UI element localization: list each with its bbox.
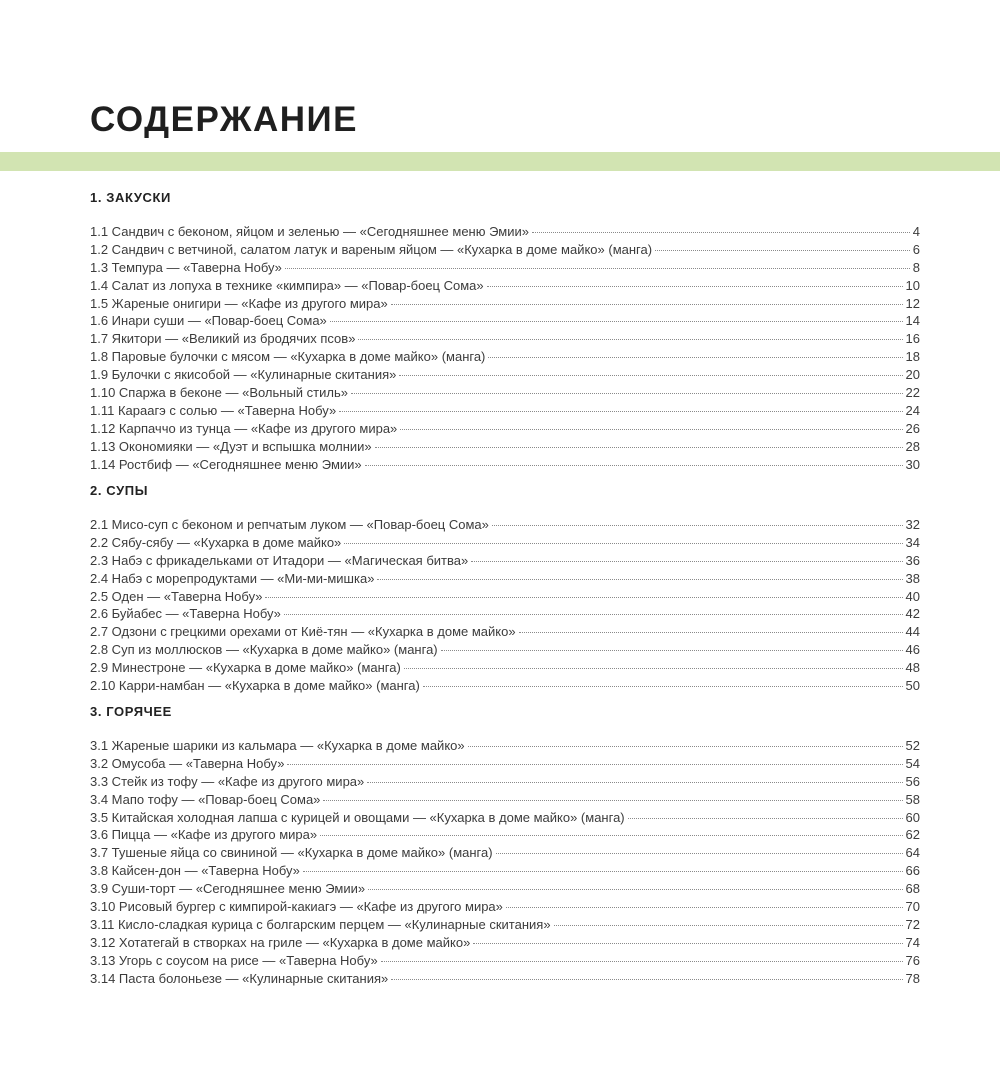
dot-leader xyxy=(358,339,902,340)
entry-title: 1.14 Ростбиф — «Сегодняшнее меню Эмии» xyxy=(90,456,362,472)
page-number: 52 xyxy=(905,738,920,753)
entry-title: 3.13 Угорь с соусом на рисе — «Таверна Нобу» xyxy=(90,952,378,968)
toc-entry xyxy=(90,534,920,552)
entry-title: 2.6 Буйабес — «Таверна Нобу» xyxy=(90,606,281,622)
page-number: 12 xyxy=(905,295,920,311)
page-number: 60 xyxy=(905,809,920,825)
dot-leader xyxy=(391,304,903,305)
dot-leader xyxy=(441,650,903,651)
page-number: 40 xyxy=(905,588,920,604)
entry-title: 2.8 Суп из моллюсков — «Кухарка в доме майко» (манга) xyxy=(90,642,438,658)
toc-entry xyxy=(90,330,920,348)
page-number: 10 xyxy=(905,277,920,293)
page-number: 66 xyxy=(905,863,920,879)
page-number: 20 xyxy=(905,367,920,383)
dot-leader xyxy=(468,746,903,747)
toc-entry xyxy=(90,916,920,934)
entry-title: 1.2 Сандвич с ветчиной, салатом латук и вареным яйцом — «Кухарка в доме майко» (манга) xyxy=(90,241,653,257)
toc-entry xyxy=(90,970,920,988)
page-number: 34 xyxy=(905,534,920,550)
dot-leader xyxy=(285,268,910,269)
toc-entry xyxy=(90,402,920,420)
toc-entry xyxy=(90,384,920,402)
page-number: 8 xyxy=(912,259,920,275)
page-number: 36 xyxy=(905,552,920,568)
toc-section-main-courses xyxy=(90,703,920,987)
entry-title: 3.5 Китайская холодная лапша с курицей и овощами — «Кухарка в доме майко» (манга) xyxy=(90,809,625,825)
toc-entry xyxy=(90,348,920,366)
toc-entry xyxy=(90,880,920,898)
toc-entry xyxy=(90,312,920,330)
toc-entry xyxy=(90,934,920,952)
toc-entry xyxy=(90,952,920,970)
entry-title: 1.12 Карпаччо из тунца — «Кафе из другого мира» xyxy=(90,420,398,436)
entry-title: 1.11 Караагэ с солью — «Таверна Нобу» xyxy=(90,402,337,418)
dot-leader xyxy=(496,853,903,854)
entry-title: 1.4 Салат из лопуха в технике «кимпира» — «Повар-боец Сома» xyxy=(90,277,484,293)
dot-leader xyxy=(404,668,903,669)
dot-leader xyxy=(339,411,902,412)
page-number: 62 xyxy=(905,827,920,843)
toc-entry xyxy=(90,898,920,916)
toc-entry xyxy=(90,737,920,755)
page-number: 48 xyxy=(905,660,920,676)
toc-entry xyxy=(90,456,920,474)
dot-leader xyxy=(377,579,902,580)
page-title: СОДЕРЖАНИЕ xyxy=(90,100,359,139)
entry-title: 3.1 Жареные шарики из кальмара — «Кухарка в доме майко» xyxy=(90,738,465,753)
toc-entry xyxy=(90,623,920,641)
toc-entry xyxy=(90,277,920,295)
dot-leader xyxy=(488,357,902,358)
page-number: 70 xyxy=(905,899,920,915)
page-number: 6 xyxy=(912,241,920,257)
entry-title: 3.6 Пицца — «Кафе из другого мира» xyxy=(90,827,318,843)
dot-leader xyxy=(423,686,903,687)
entry-title: 1.8 Паровые булочки с мясом — «Кухарка в доме майко» (манга) xyxy=(90,349,486,365)
entry-title: 2.10 Карри-намбан — «Кухарка в доме майко» (манга) xyxy=(90,678,420,694)
entry-title: 3.7 Тушеные яйца со свининой — «Кухарка в доме майко» (манга) xyxy=(90,845,493,861)
dot-leader xyxy=(381,961,903,962)
toc-entry xyxy=(90,241,920,259)
section-heading: 3. ГОРЯЧЕЕ xyxy=(90,704,172,719)
dot-leader xyxy=(330,321,903,322)
dot-leader xyxy=(303,871,903,872)
dot-leader xyxy=(368,889,902,890)
toc-entry xyxy=(90,259,920,277)
toc-entry xyxy=(90,791,920,809)
entry-title: 1.3 Темпура — «Таверна Нобу» xyxy=(90,259,282,275)
entry-title: 1.13 Окономияки — «Дуэт и вспышка молнии» xyxy=(90,438,372,454)
dot-leader xyxy=(519,632,903,633)
page-number: 28 xyxy=(905,438,920,454)
entry-title: 1.10 Спаржа в беконе — «Вольный стиль» xyxy=(90,385,348,401)
page-number: 32 xyxy=(905,517,920,532)
entry-title: 3.3 Стейк из тофу — «Кафе из другого мира» xyxy=(90,773,365,789)
dot-leader xyxy=(367,782,902,783)
page-number: 54 xyxy=(905,755,920,771)
dot-leader xyxy=(628,818,903,819)
dot-leader xyxy=(506,907,903,908)
dot-leader xyxy=(473,943,902,944)
page-number: 78 xyxy=(905,970,920,986)
toc-entry-list xyxy=(90,516,920,695)
entry-title: 2.3 Набэ с фрикадельками от Итадори — «Магическая битва» xyxy=(90,552,469,568)
toc-entry xyxy=(90,809,920,827)
toc-section-appetizers xyxy=(90,189,920,473)
page-number: 22 xyxy=(905,385,920,401)
section-heading: 2. СУПЫ xyxy=(90,483,149,498)
toc-entry xyxy=(90,755,920,773)
entry-title: 1.5 Жареные онигири — «Кафе из другого мира» xyxy=(90,295,388,311)
entry-title: 2.2 Сябу-сябу — «Кухарка в доме майко» xyxy=(90,534,342,550)
dot-leader xyxy=(655,250,910,251)
entry-title: 3.2 Омусоба — «Таверна Нобу» xyxy=(90,755,285,771)
dot-leader xyxy=(344,543,902,544)
page-number: 76 xyxy=(905,952,920,968)
toc-entry xyxy=(90,605,920,623)
dot-leader xyxy=(400,429,902,430)
toc-entry xyxy=(90,438,920,456)
entry-title: 1.7 Якитори — «Великий из бродячих псов» xyxy=(90,331,356,347)
page-number: 42 xyxy=(905,606,920,622)
page-number: 58 xyxy=(905,791,920,807)
toc-entry xyxy=(90,588,920,606)
entry-title: 1.6 Инари суши — «Повар-боец Сома» xyxy=(90,313,327,329)
entry-title: 2.1 Мисо-суп с беконом и репчатым луком — «Повар-боец Сома» xyxy=(90,517,489,532)
toc-entry xyxy=(90,641,920,659)
page-number: 50 xyxy=(905,678,920,694)
page-number: 68 xyxy=(905,881,920,897)
entry-title: 2.9 Минестроне — «Кухарка в доме майко» (манга) xyxy=(90,660,401,676)
dot-leader xyxy=(375,447,903,448)
page-number: 64 xyxy=(905,845,920,861)
dot-leader xyxy=(323,800,902,801)
page-number: 24 xyxy=(905,402,920,418)
header-band xyxy=(0,152,1000,171)
entry-title: 3.9 Суши-торт — «Сегодняшнее меню Эмии» xyxy=(90,881,366,897)
dot-leader xyxy=(471,561,902,562)
toc-section-soups xyxy=(90,482,920,695)
toc-entry xyxy=(90,223,920,241)
toc-entry xyxy=(90,677,920,695)
page-number: 56 xyxy=(905,773,920,789)
dot-leader xyxy=(320,835,902,836)
entry-title: 3.8 Кайсен-дон — «Таверна Нобу» xyxy=(90,863,300,879)
page-number: 26 xyxy=(905,420,920,436)
dot-leader xyxy=(492,525,903,526)
dot-leader xyxy=(487,286,903,287)
page-number: 72 xyxy=(905,916,920,932)
entry-title: 2.5 Оден — «Таверна Нобу» xyxy=(90,588,263,604)
entry-title: 3.11 Кисло-сладкая курица с болгарским перцем — «Кулинарные скитания» xyxy=(90,916,551,932)
toc-entry xyxy=(90,552,920,570)
toc-entry xyxy=(90,295,920,313)
dot-leader xyxy=(365,465,903,466)
entry-title: 3.12 Хотатегай в створках на гриле — «Кухарка в доме майко» xyxy=(90,934,471,950)
toc-entry xyxy=(90,366,920,384)
dot-leader xyxy=(284,614,903,615)
page-number: 16 xyxy=(905,331,920,347)
entry-title: 3.4 Мапо тофу — «Повар-боец Сома» xyxy=(90,791,321,807)
page-number: 4 xyxy=(912,224,920,239)
toc-entry xyxy=(90,826,920,844)
page-number: 18 xyxy=(905,349,920,365)
dot-leader xyxy=(554,925,903,926)
page-number: 74 xyxy=(905,934,920,950)
entry-title: 1.9 Булочки с якисобой — «Кулинарные скитания» xyxy=(90,367,397,383)
toc-entry xyxy=(90,420,920,438)
toc-entry xyxy=(90,844,920,862)
dot-leader xyxy=(532,232,910,233)
entry-title: 2.4 Набэ с морепродуктами — «Ми-ми-мишка» xyxy=(90,570,375,586)
page-number: 30 xyxy=(905,456,920,472)
toc-entry-list xyxy=(90,223,920,473)
page-number: 14 xyxy=(905,313,920,329)
page-number: 44 xyxy=(905,624,920,640)
toc-entry xyxy=(90,659,920,677)
entry-title: 2.7 Одзони с грецкими орехами от Киё-тян — «Кухарка в доме майко» xyxy=(90,624,516,640)
entry-title: 3.10 Рисовый бургер с кимпирой-какиагэ — «Кафе из другого мира» xyxy=(90,899,503,915)
toc-entry xyxy=(90,516,920,534)
toc-entry xyxy=(90,862,920,880)
page-number: 38 xyxy=(905,570,920,586)
toc-entry xyxy=(90,570,920,588)
dot-leader xyxy=(399,375,902,376)
entry-title: 3.14 Паста болоньезе — «Кулинарные скитания» xyxy=(90,970,389,986)
toc-entry xyxy=(90,773,920,791)
section-heading: 1. ЗАКУСКИ xyxy=(90,190,171,205)
dot-leader xyxy=(351,393,903,394)
dot-leader xyxy=(265,597,902,598)
entry-title: 1.1 Сандвич с беконом, яйцом и зеленью — «Сегодняшнее меню Эмии» xyxy=(90,224,529,239)
dot-leader xyxy=(391,979,902,980)
page-number: 46 xyxy=(905,642,920,658)
dot-leader xyxy=(287,764,902,765)
toc-entry-list xyxy=(90,737,920,987)
